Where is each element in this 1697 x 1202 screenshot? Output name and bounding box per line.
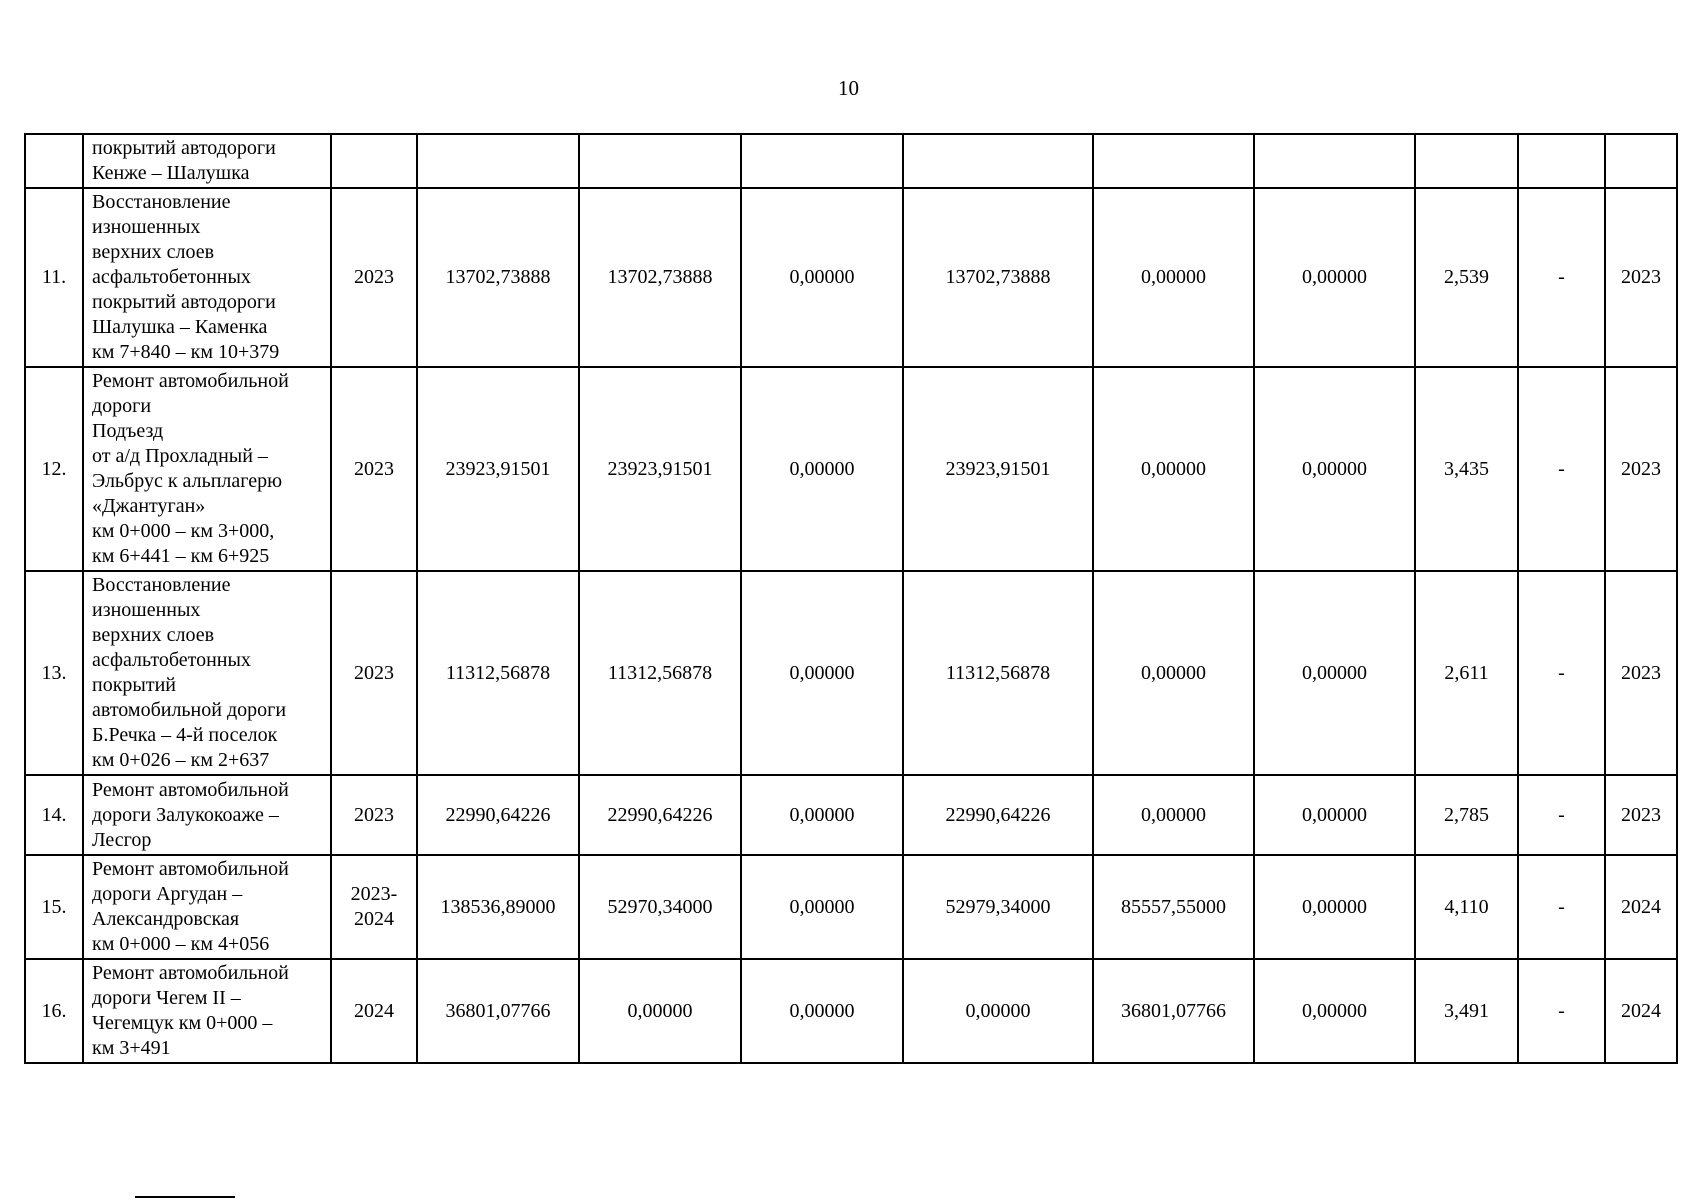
total-cost-cell: 23923,91501 (417, 367, 579, 571)
regional-funds-cell: 0,00000 (741, 571, 903, 775)
table-row (25, 855, 1677, 959)
row-number: 15. (25, 855, 83, 959)
object-name (83, 367, 331, 571)
object-name-line: Ремонт автомобильной (92, 962, 289, 984)
length-km-cell: 4,110 (1415, 855, 1518, 959)
row-number: 11. (25, 188, 83, 367)
length-km-cell: 3,435 (1415, 367, 1518, 571)
object-name-line: км 0+026 – км 2+637 (92, 749, 270, 771)
funds-2025-cell (1254, 134, 1415, 188)
object-name-line: км 7+840 – км 10+379 (92, 341, 280, 363)
federal-funds-cell: 23923,91501 (579, 367, 741, 571)
total-cost-cell (417, 134, 579, 188)
completion-year-cell: 2024 (1605, 959, 1677, 1063)
period-text: 2023 (354, 803, 394, 826)
funds-2024-cell: 0,00000 (1093, 775, 1254, 855)
object-name-line: Подъезд (92, 420, 164, 442)
funds-2025-cell: 0,00000 (1254, 367, 1415, 571)
regional-funds-cell (741, 134, 903, 188)
dash-cell: - (1518, 775, 1605, 855)
object-name-line: Восстановление (92, 191, 231, 213)
funds-2023-cell: 52979,34000 (903, 855, 1093, 959)
period-cell (331, 855, 417, 959)
period-text: 2023- 2024 (350, 883, 398, 930)
period-cell (331, 188, 417, 367)
funds-2023-cell: 0,00000 (903, 959, 1093, 1063)
object-name-line: Александровская (92, 908, 240, 930)
row-number: 16. (25, 959, 83, 1063)
object-name (83, 571, 331, 775)
funds-2025-cell: 0,00000 (1254, 855, 1415, 959)
federal-funds-cell: 13702,73888 (579, 188, 741, 367)
object-name-line: дороги Чегем II – (92, 987, 241, 1009)
object-name-line: Ремонт автомобильной (92, 858, 289, 880)
object-name (83, 775, 331, 855)
funds-2024-cell: 0,00000 (1093, 367, 1254, 571)
total-cost-cell: 11312,56878 (417, 571, 579, 775)
funds-2023-cell (903, 134, 1093, 188)
period-cell (331, 367, 417, 571)
completion-year-cell: 2024 (1605, 855, 1677, 959)
object-name (83, 855, 331, 959)
object-name-line: дороги Аргудан – (92, 883, 243, 905)
period-cell (331, 571, 417, 775)
object-name-line: км 3+491 (92, 1037, 171, 1059)
object-name-line: Восстановление (92, 574, 231, 596)
page-number: 10 (838, 76, 859, 100)
object-name-line: асфальтобетонных (92, 266, 251, 288)
total-cost-cell: 138536,89000 (417, 855, 579, 959)
length-km-cell: 2,785 (1415, 775, 1518, 855)
dash-cell: - (1518, 367, 1605, 571)
period-cell (331, 959, 417, 1063)
funds-2024-cell: 0,00000 (1093, 571, 1254, 775)
road-works-table (24, 133, 1678, 1064)
object-name-line: покрытий автодороги (92, 137, 276, 159)
federal-funds-cell (579, 134, 741, 188)
object-name-line: «Джантуган» (92, 495, 206, 517)
total-cost-cell: 36801,07766 (417, 959, 579, 1063)
object-name-line: покрытий автодороги (92, 291, 276, 313)
funds-2023-cell: 22990,64226 (903, 775, 1093, 855)
federal-funds-cell: 22990,64226 (579, 775, 741, 855)
funds-2024-cell: 0,00000 (1093, 188, 1254, 367)
object-name-line: дороги Залукокоаже – (92, 803, 279, 826)
row-number: 12. (25, 367, 83, 571)
object-name-line: дороги (92, 395, 152, 417)
funds-2023-cell: 23923,91501 (903, 367, 1093, 571)
object-name-line: Ремонт автомобильной (92, 370, 289, 392)
object-name-line: Эльбрус к альплагерю (92, 470, 283, 492)
funds-2023-cell: 11312,56878 (903, 571, 1093, 775)
object-name-line: Б.Речка – 4-й поселок (92, 724, 278, 746)
funds-2025-cell: 0,00000 (1254, 571, 1415, 775)
funds-2024-cell: 36801,07766 (1093, 959, 1254, 1063)
table-row (25, 959, 1677, 1063)
period-text: 2023 (354, 457, 394, 480)
object-name-line: Кенже – Шалушка (92, 162, 250, 184)
total-cost-cell: 22990,64226 (417, 775, 579, 855)
object-name-line: Лесгор (92, 828, 152, 851)
table-row (25, 571, 1677, 775)
object-name-line: Шалушка – Каменка (92, 316, 268, 338)
object-name-line: от а/д Прохладный – (92, 445, 268, 467)
object-name-line: асфальтобетонных (92, 649, 251, 671)
completion-year-cell: 2023 (1605, 571, 1677, 775)
table-row (25, 188, 1677, 367)
period-cell (331, 775, 417, 855)
regional-funds-cell: 0,00000 (741, 188, 903, 367)
footer-mark (135, 1196, 235, 1202)
completion-year-cell (1605, 134, 1677, 188)
row-number: 13. (25, 571, 83, 775)
total-cost-cell: 13702,73888 (417, 188, 579, 367)
regional-funds-cell: 0,00000 (741, 775, 903, 855)
funds-2025-cell: 0,00000 (1254, 775, 1415, 855)
table-row (25, 134, 1677, 188)
table-row (25, 775, 1677, 855)
regional-funds-cell: 0,00000 (741, 855, 903, 959)
object-name-line: покрытий (92, 674, 177, 696)
dash-cell: - (1518, 571, 1605, 775)
funds-2025-cell: 0,00000 (1254, 188, 1415, 367)
regional-funds-cell: 0,00000 (741, 959, 903, 1063)
funds-2024-cell (1093, 134, 1254, 188)
period-text: 2024 (354, 999, 394, 1022)
object-name (83, 959, 331, 1063)
dash-cell (1518, 134, 1605, 188)
dash-cell: - (1518, 959, 1605, 1063)
object-name-line: км 0+000 – км 3+000, (92, 520, 275, 542)
dash-cell: - (1518, 188, 1605, 367)
period-cell (331, 134, 417, 188)
dash-cell: - (1518, 855, 1605, 959)
row-number (25, 134, 83, 188)
object-name-line: км 6+441 – км 6+925 (92, 545, 270, 567)
period-text: 2023 (354, 266, 394, 288)
completion-year-cell: 2023 (1605, 188, 1677, 367)
object-name-line: изношенных (92, 599, 201, 621)
funds-2025-cell: 0,00000 (1254, 959, 1415, 1063)
regional-funds-cell: 0,00000 (741, 367, 903, 571)
object-name-line: изношенных (92, 216, 201, 238)
object-name-line: км 0+000 – км 4+056 (92, 933, 270, 955)
object-name-line: Ремонт автомобильной (92, 778, 289, 801)
federal-funds-cell: 0,00000 (579, 959, 741, 1063)
length-km-cell: 3,491 (1415, 959, 1518, 1063)
federal-funds-cell: 52970,34000 (579, 855, 741, 959)
federal-funds-cell: 11312,56878 (579, 571, 741, 775)
object-name-line: автомобильной дороги (92, 699, 287, 721)
row-number: 14. (25, 775, 83, 855)
object-name-line: верхних слоев (92, 241, 215, 263)
funds-2023-cell: 13702,73888 (903, 188, 1093, 367)
object-name-line: верхних слоев (92, 624, 215, 646)
table-row (25, 367, 1677, 571)
object-name-line: Чегемцук км 0+000 – (92, 1012, 273, 1034)
completion-year-cell: 2023 (1605, 775, 1677, 855)
object-name (83, 134, 331, 188)
object-name (83, 188, 331, 367)
funds-2024-cell: 85557,55000 (1093, 855, 1254, 959)
length-km-cell (1415, 134, 1518, 188)
completion-year-cell: 2023 (1605, 367, 1677, 571)
period-text: 2023 (354, 661, 394, 684)
length-km-cell: 2,539 (1415, 188, 1518, 367)
length-km-cell: 2,611 (1415, 571, 1518, 775)
